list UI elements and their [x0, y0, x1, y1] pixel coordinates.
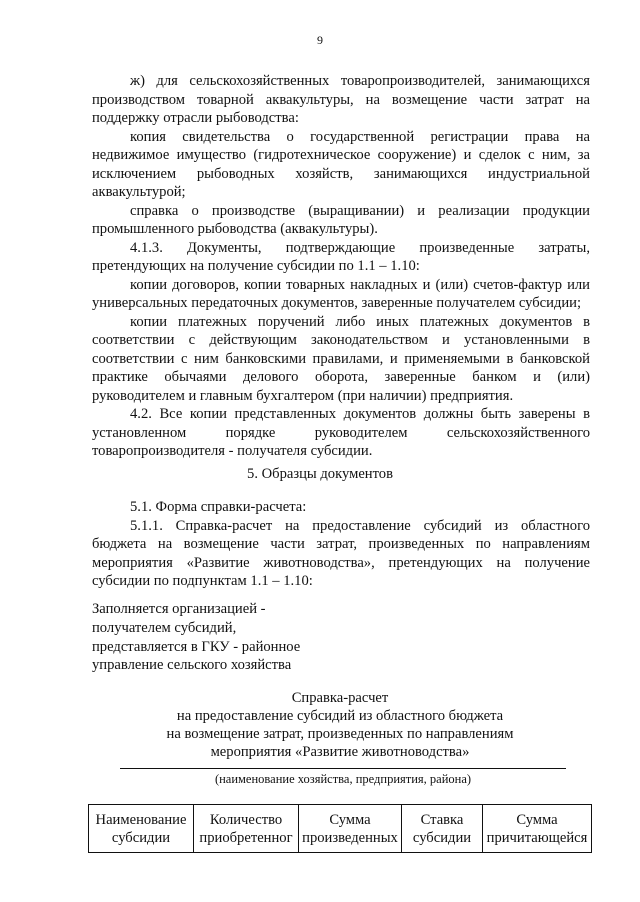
paragraph: 5.1.1. Справка-расчет на предоставление субсидий из областного бюджета на возмещение части затрат, произведенных по направлениям мероприятия «Развитие животноводства», претендующих на получение субсидии по подпунктам 1.1 – 1.10:: [92, 517, 590, 589]
paragraph: справка о производстве (выращивании) и реализации продукции промышленного рыбоводства (аквакультуры).: [92, 202, 590, 237]
table-header-cell: Ставка субсидии: [402, 805, 483, 853]
form-note-line: управление сельского хозяйства: [92, 657, 292, 674]
body-text-mid: [92, 498, 590, 591]
table-header-cell: Количество приобретенног: [194, 805, 299, 853]
table-header-cell: Сумма причитающейся: [483, 805, 592, 853]
paragraph: 4.1.3. Документы, подтверждающие произведенные затраты, претендующих на получение субсидии по 1.1 – 1.10:: [92, 239, 590, 274]
table-header-cell: Сумма произведенных: [299, 805, 402, 853]
form-note-line: получателем субсидий,: [92, 619, 237, 636]
table-header-row: [89, 805, 592, 853]
fill-in-underline: [120, 768, 566, 769]
page-number: 9: [317, 33, 323, 47]
form-heading-line: на возмещение затрат, произведенных по направлениям: [166, 726, 514, 742]
paragraph: 5.1. Форма справки-расчета:: [130, 499, 307, 515]
paragraph: ж) для сельскохозяйственных товаропроизводителей, занимающихся производством товарной аквакультуры, на возмещение части затрат на поддержку отрасли рыбоводства:: [92, 73, 590, 126]
form-note-line: представляется в ГКУ - районное: [92, 638, 301, 655]
form-note-line: Заполняется организацией -: [92, 601, 266, 617]
form-fill-note: [92, 600, 352, 675]
form-title: Справка-расчет: [291, 690, 389, 706]
subsidy-table: [88, 804, 592, 853]
body-text-top: [92, 72, 590, 461]
form-heading: [130, 689, 550, 761]
paragraph: копии договоров, копии товарных накладных и (или) счетов-фактур или универсальных передаточных документов, заверенные получателем субсидии;: [92, 276, 590, 311]
form-heading-line: мероприятия «Развитие животноводства»: [210, 744, 470, 760]
paragraph: копия свидетельства о государственной регистрации права на недвижимое имущество (гидротехническое сооружение) и сделок с ним, за исключением рыбоводных хозяйств, занимающихся индустриальной аквакультурой;: [92, 128, 590, 200]
form-heading-line: на предоставление субсидий из областного бюджета: [176, 708, 504, 724]
table-header-cell: Наименование субсидии: [89, 805, 194, 853]
paragraph: 4.2. Все копии представленных документов должны быть заверены в установленном порядке руководителем сельскохозяйственного товаропроизводителя - получателя субсидии.: [92, 406, 590, 459]
underline-caption: (наименование хозяйства, предприятия, района): [214, 772, 472, 786]
section-title: 5. Образцы документов: [247, 466, 393, 482]
paragraph: копии платежных поручений либо иных платежных документов в соответствии с действующим законодательством и установленными в соответствии с ним банковскими правилами, и применяемыми в банковской практике обычаями делового оборота, заверенные банком и (или) руководителем и главным бухгалтером (при наличии) предприятия.: [92, 313, 590, 404]
